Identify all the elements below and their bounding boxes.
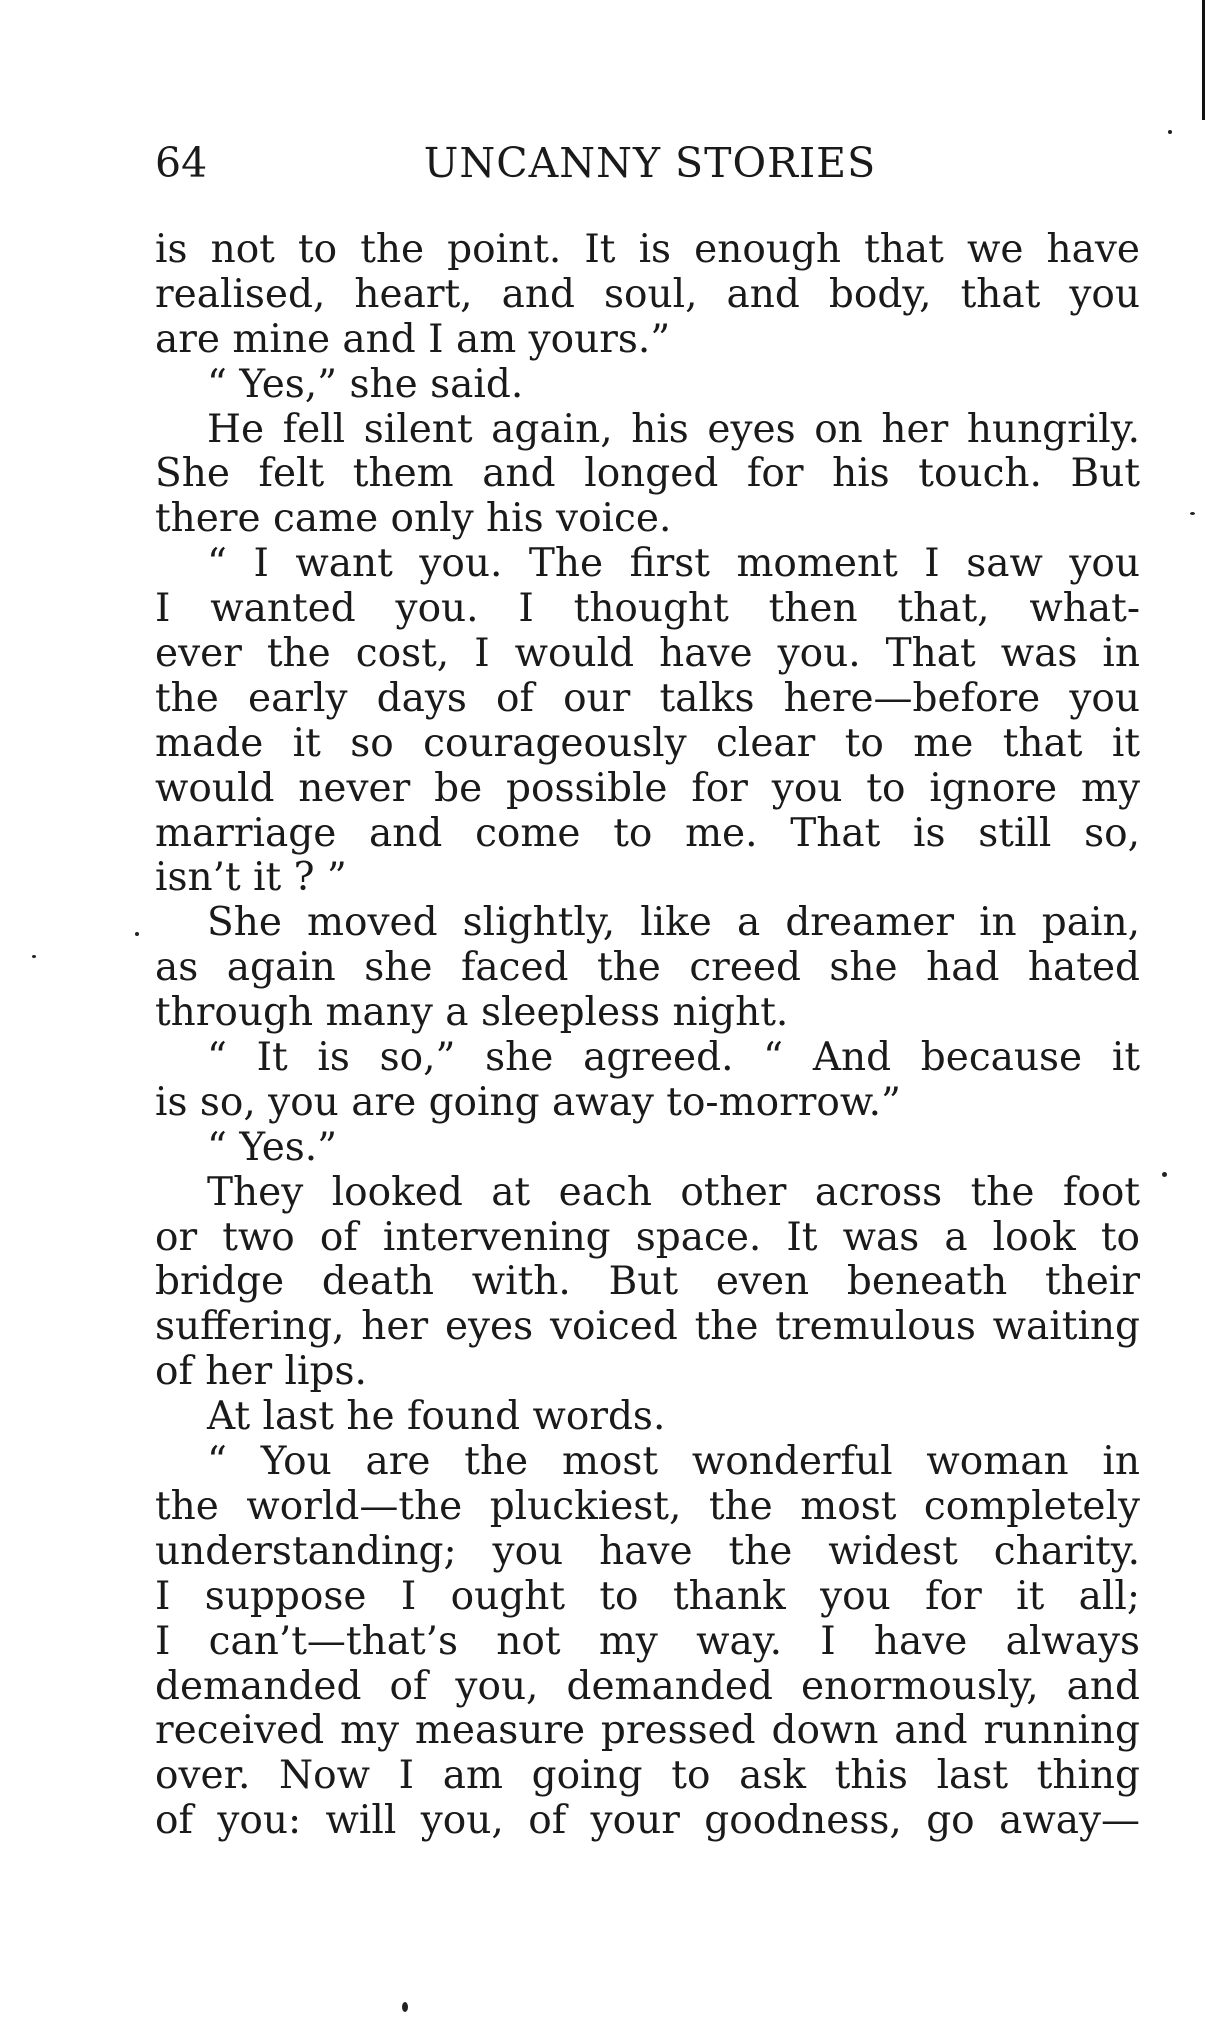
text-line: I wanted you. I thought then that, what- (155, 586, 1140, 632)
text-line: She moved slightly, like a dreamer in pain, (207, 900, 1140, 946)
print-speck (1162, 1172, 1167, 1177)
text-line: ever the cost, I would have you. That was in (155, 631, 1140, 677)
text-line: through many a sleepless night. (155, 990, 789, 1036)
text-line: or two of intervening space. It was a look to (155, 1214, 1140, 1260)
text-line: the early days of our talks here—before you (155, 675, 1140, 721)
text-line: demanded of you, demanded enormously, and (155, 1663, 1140, 1709)
body-text (155, 228, 1140, 1844)
text-line: as again she faced the creed she had hated (155, 945, 1140, 991)
running-title: UNCANNY STORIES (423, 139, 877, 187)
text-line: “ I want you. The first moment I saw you (207, 541, 1140, 587)
text-line: bridge death with. But even beneath their (155, 1259, 1140, 1305)
text-line: is so, you are going away to-morrow.” (155, 1079, 901, 1125)
text-line: received my measure pressed down and running (155, 1708, 1140, 1754)
text-line: She felt them and longed for his touch. But (155, 451, 1140, 497)
text-line: is not to the point. It is enough that we have (155, 227, 1140, 272)
text-line: understanding; you have the widest charity. (155, 1528, 1140, 1574)
text-line: I suppose I ought to thank you for it all; (155, 1573, 1140, 1619)
text-line: of you: will you, of your goodness, go away— (155, 1798, 1140, 1844)
text-line: there came only his voice. (155, 496, 672, 542)
text-line: realised, heart, and soul, and body, that you (155, 271, 1140, 317)
text-line: the world—the pluckiest, the most completely (155, 1483, 1140, 1529)
text-line: isn’t it ? ” (155, 855, 347, 901)
text-line: over. Now I am going to ask this last thing (155, 1753, 1140, 1799)
text-line: marriage and come to me. That is still so, (155, 810, 1140, 856)
text-line: suffering, her eyes voiced the tremulous waiting (155, 1304, 1140, 1350)
page-number: 64 (155, 139, 208, 187)
text-line: “ It is so,” she agreed. “ And because it (207, 1035, 1140, 1081)
text-line: made it so courageously clear to me that it (155, 720, 1140, 766)
text-line: of her lips. (155, 1349, 367, 1395)
text-line: I can’t—that’s not my way. I have always (155, 1618, 1140, 1664)
text-line: At last he found words. (207, 1394, 666, 1440)
text-line: “ Yes,” she said. (207, 361, 524, 407)
print-speck (1190, 512, 1195, 515)
text-line: are mine and I am yours.” (155, 316, 671, 362)
text-line: would never be possible for you to ignore my (155, 765, 1140, 811)
print-speck (402, 2002, 408, 2012)
page-edge-mark (1202, 0, 1205, 120)
page-header (155, 138, 1145, 188)
text-line: He fell silent again, his eyes on her hungrily. (207, 406, 1140, 452)
text-line: They looked at each other across the foot (207, 1169, 1140, 1215)
text-line: “ Yes.” (207, 1124, 338, 1170)
text-line: “ You are the most wonderful woman in (207, 1439, 1140, 1485)
print-speck (1168, 130, 1172, 134)
print-speck (32, 955, 36, 958)
print-speck (135, 932, 139, 936)
